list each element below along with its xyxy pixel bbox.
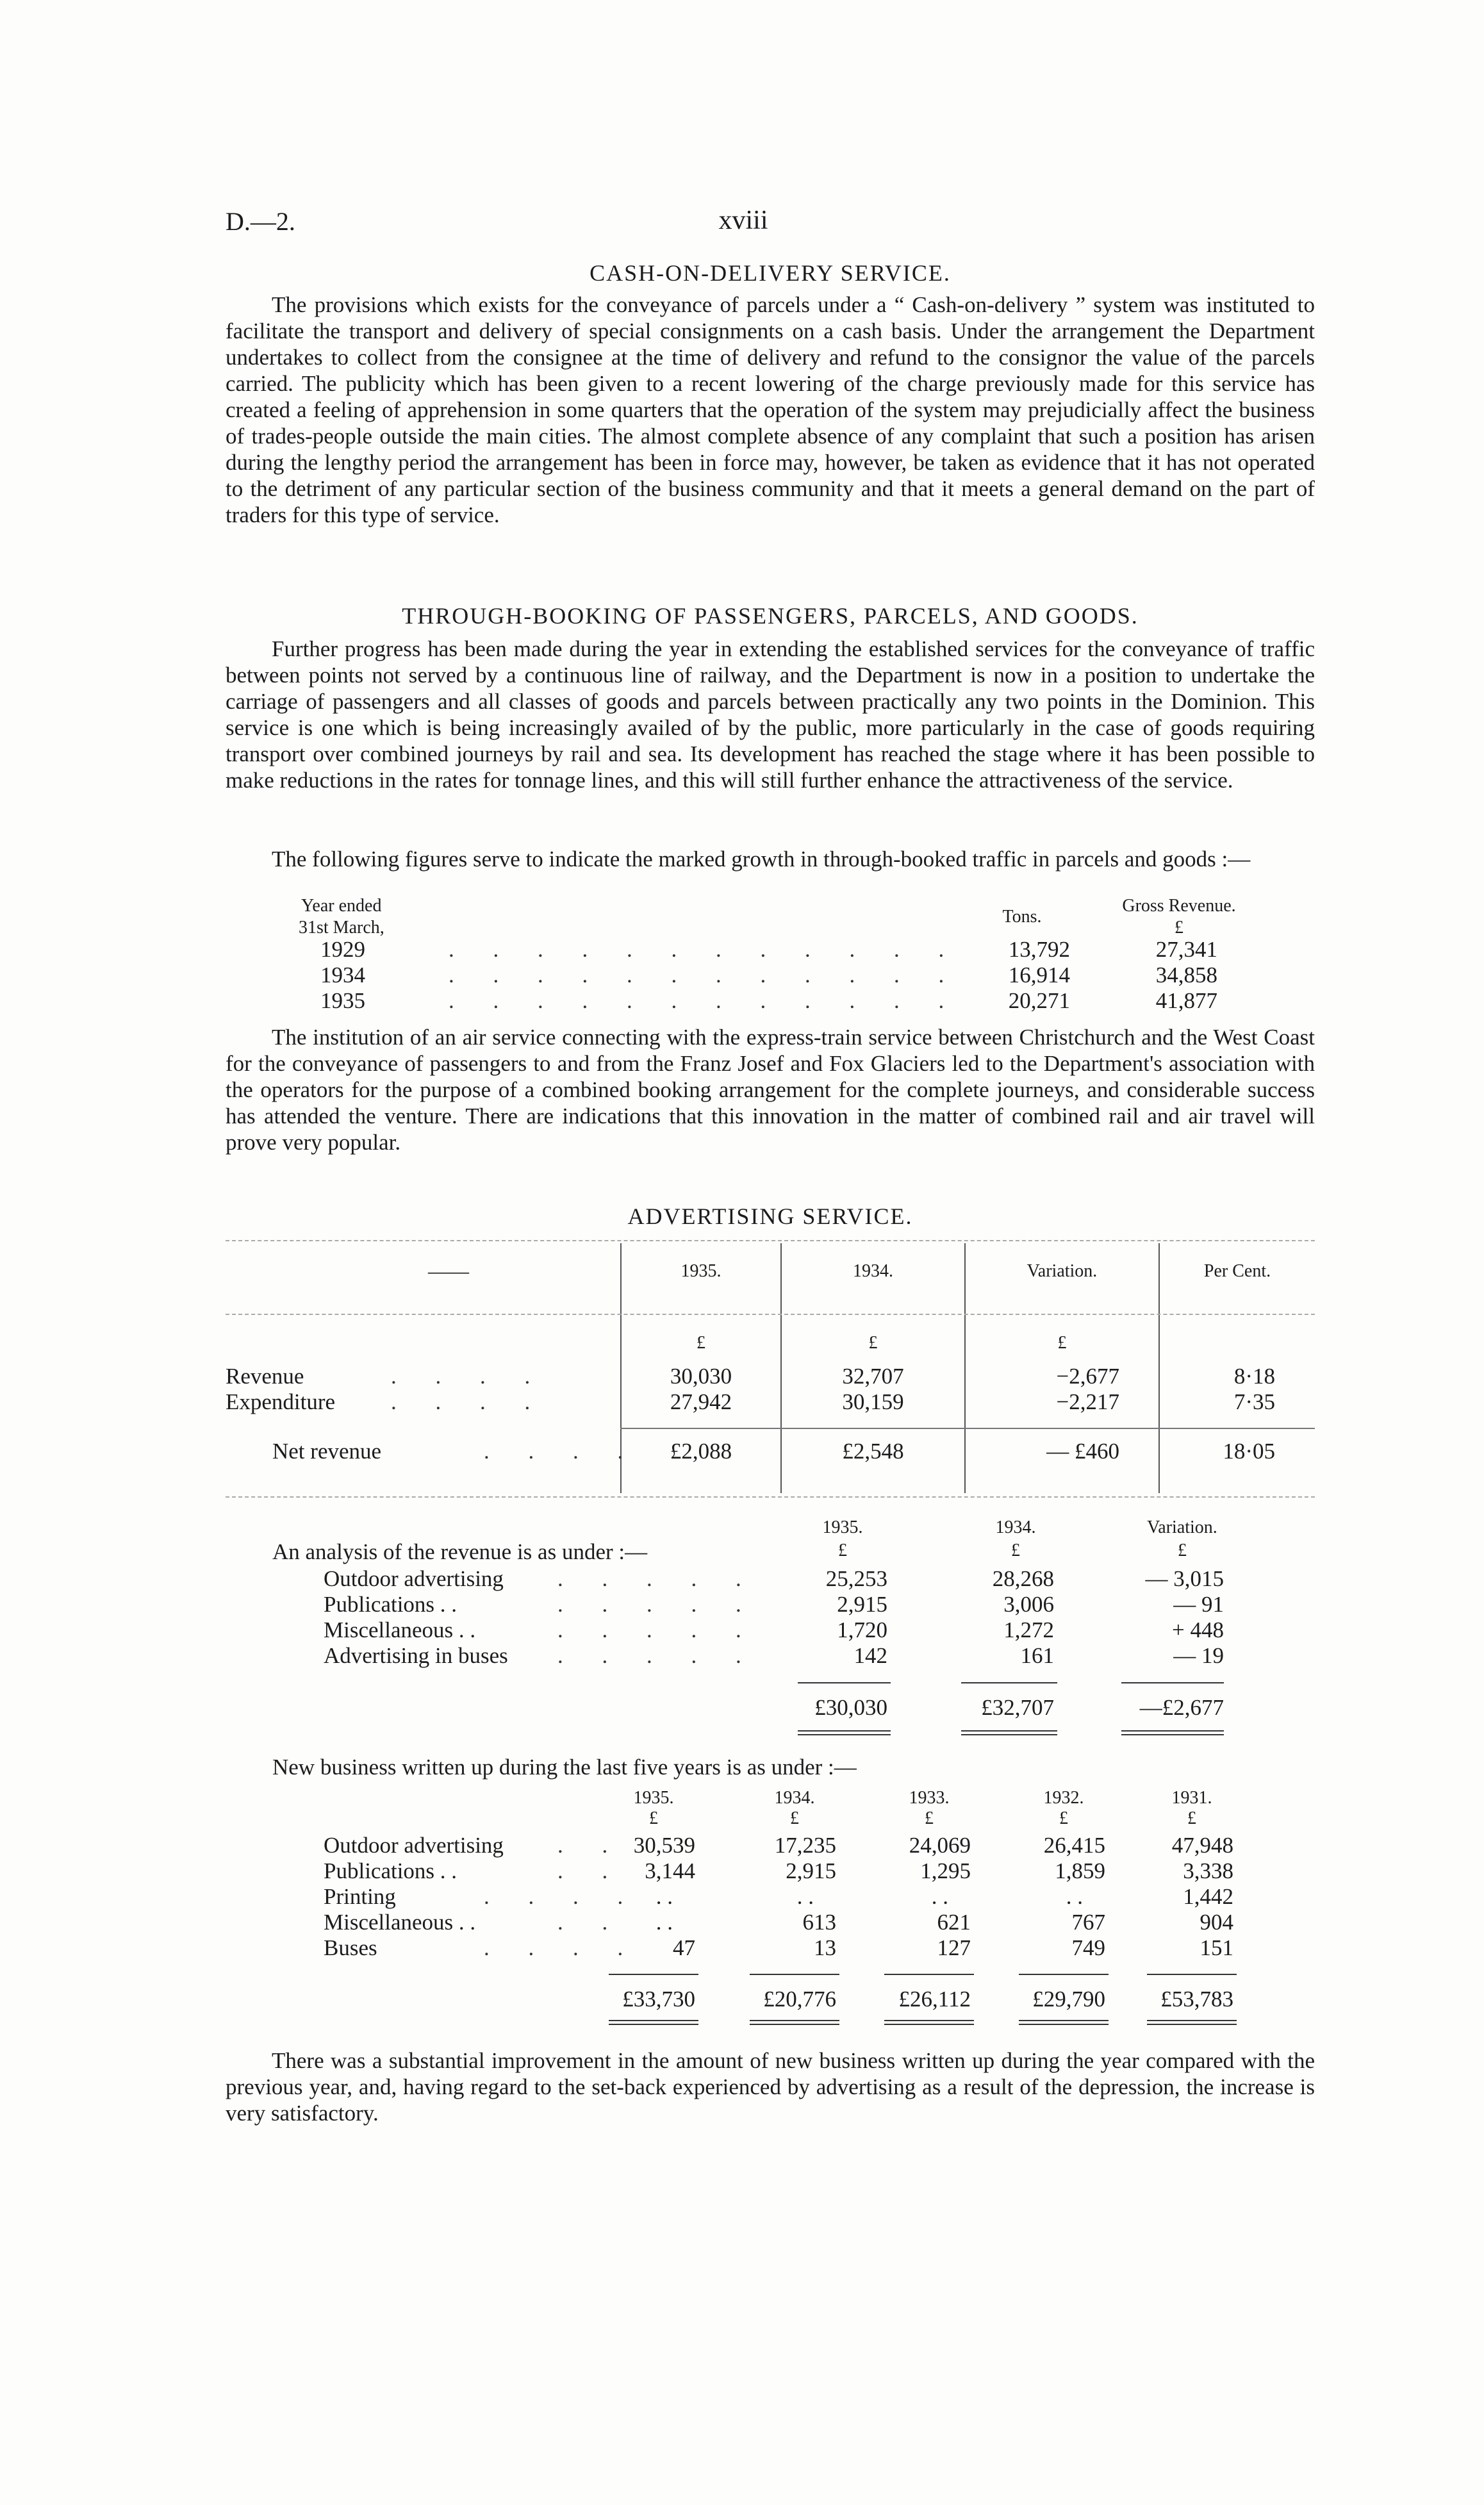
net-variation: — £460 (1046, 1439, 1119, 1464)
net-rule (620, 1428, 1315, 1429)
through-booking-heading: THROUGH-BOOKING OF PASSENGERS, PARCELS, AND GOODS. (402, 603, 1139, 629)
nb-header-1932: 1932. (1043, 1788, 1084, 1808)
header-rule (226, 1314, 1315, 1315)
analysis-unit-1934: £ (1011, 1541, 1020, 1560)
row-revenue: 34,858 (1155, 963, 1217, 988)
air-service-paragraph: The institution of an air service connecting with the express-train service between Christchurch and the West Coast for the conveyance of passengers to and from the Franz Josef and Fox Glaciers led to the Department's association with the operators for the purpose of a combined booking arrangement for the complete journeys, and considerable success has attended the venture. There are indications that this innovation in the matter of combined rail and air travel will prove very popular. (226, 1025, 1315, 1155)
closing-paragraph: There was a substantial improvement in the amount of new business written up during the year compared with the previous year, and, having regard to the set-back experienced by advertising as a result of the depression, the increase is very satisfactory. (226, 2048, 1315, 2126)
nb-value-1935: 47 (673, 1935, 695, 1960)
table-top-rule (226, 1240, 1315, 1241)
analysis-intro: An analysis of the revenue is as under :— (272, 1539, 648, 1564)
total-1934: £32,707 (981, 1695, 1054, 1720)
row-1934: 32,707 (842, 1364, 904, 1389)
row-label: Miscellaneous . . (324, 1617, 476, 1642)
nb-unit: £ (1187, 1808, 1196, 1828)
row-year: 1935 (320, 988, 365, 1013)
nb-value-1931: 3,338 (1183, 1858, 1233, 1883)
header-per-cent: Per Cent. (1203, 1261, 1271, 1281)
cod-paragraph: The provisions which exists for the conveyance of parcels under a “ Cash-on-delivery ” system was instituted to facilitate the transport and delivery of special consignments on a cash basis. Under the arrangement the Department undertakes to collect from the consignee at the time of delivery and refund to the consignor the value of the parcels carried. The publicity which has been given to a recent lowering of the charge previously made for this service has created a feeling of apprehension in some quarters that the operation of the system may prejudicially affect the business of trades-people outside the main cities. The almost complete absence of any complaint that such a position has arisen during the lengthy period the arrangement has been in force may, however, be taken as evidence that it has not operated to the detriment of any particular section of the business community and that it meets a general demand on the part of traders for this type of service. (226, 292, 1315, 527)
net-1935: £2,088 (670, 1439, 732, 1464)
row-tons: 16,914 (1008, 963, 1070, 988)
analysis-unit-variation: £ (1178, 1541, 1187, 1560)
advertising-heading: ADVERTISING SERVICE. (627, 1203, 913, 1229)
leader-dots: . . . . (484, 1439, 640, 1464)
row-year: 1934 (320, 963, 365, 988)
row-revenue: 41,877 (1155, 988, 1217, 1013)
total-variation: —£2,677 (1139, 1695, 1224, 1720)
leader-dots: . . (557, 1858, 625, 1883)
row-1934: 3,006 (1003, 1592, 1054, 1617)
total-double-rule (750, 2020, 839, 2025)
unit-1934: £ (868, 1333, 878, 1353)
nb-value-1935: 3,144 (645, 1858, 695, 1883)
col-gross-revenue: Gross Revenue. (1122, 896, 1236, 916)
nb-unit: £ (790, 1808, 799, 1828)
cod-heading: CASH-ON-DELIVERY SERVICE. (589, 260, 951, 286)
subtotal-rule (750, 1974, 839, 1975)
nb-unit: £ (1059, 1808, 1068, 1828)
row-variation: −2,677 (1056, 1364, 1119, 1389)
nb-value-1933: 127 (937, 1935, 971, 1960)
nb-value-1932: 1,859 (1055, 1858, 1105, 1883)
nb-value-1932: 767 (1071, 1910, 1105, 1935)
row-variation: — 3,015 (1145, 1566, 1224, 1591)
total-double-rule (884, 2020, 974, 2025)
net-label: Net revenue (272, 1439, 382, 1464)
revenue-unit: £ (1175, 918, 1183, 938)
new-business-intro: New business written up during the last five years is as under :— (272, 1755, 857, 1780)
unit-variation: £ (1057, 1333, 1067, 1353)
nb-value-1934: . . (796, 1884, 814, 1909)
row-variation: −2,217 (1056, 1389, 1119, 1414)
subtotal-rule (798, 1682, 891, 1683)
col-year-ended: Year ended (301, 896, 382, 916)
header-1935: 1935. (680, 1261, 721, 1281)
row-label: Revenue (226, 1364, 304, 1389)
row-percent: 7·35 (1233, 1389, 1275, 1414)
row-label: Buses (324, 1935, 377, 1960)
net-1934: £2,548 (842, 1439, 904, 1464)
row-1935: 1,720 (837, 1617, 887, 1642)
row-label: Advertising in buses (324, 1643, 508, 1668)
subtotal-rule (1147, 1974, 1237, 1975)
nb-value-1934: 17,235 (774, 1833, 836, 1858)
col-tons: Tons. (1002, 907, 1042, 927)
row-variation: — 19 (1173, 1643, 1224, 1668)
nb-value-1931: 904 (1200, 1910, 1233, 1935)
nb-value-1933: 621 (937, 1910, 971, 1935)
row-label: Outdoor advertising (324, 1833, 504, 1858)
analysis-unit-1935: £ (838, 1541, 847, 1560)
leader-dots: . . . . (484, 1884, 640, 1909)
leader-dots: . . (557, 1910, 625, 1935)
row-tons: 20,271 (1008, 988, 1070, 1013)
subtotal-rule (961, 1682, 1057, 1683)
nb-value-1934: 613 (802, 1910, 836, 1935)
total-double-rule (1121, 1730, 1224, 1735)
leader-dots: . . . . . (557, 1617, 758, 1642)
row-variation: — 91 (1173, 1592, 1224, 1617)
nb-value-1933: 1,295 (920, 1858, 971, 1883)
nb-unit: £ (649, 1808, 658, 1828)
subtotal-rule (609, 1974, 698, 1975)
header-dash: —— (428, 1259, 469, 1282)
nb-value-1932: . . (1066, 1884, 1083, 1909)
through-booking-intro: The following figures serve to indicate the marked growth in through-booked traffic in parcels and goods :— (272, 847, 1251, 872)
through-booking-paragraph: Further progress has been made during the year in extending the established services for the conveyance of traffic between points not served by a continuous line of railway, and the Department is now in a position to undertake the carriage of passengers and all classes of goods and parcels between practically any two points in the Dominion. This service is one which is being increasingly availed of by the public, more particularly in the case of goods requiring transport over combined journeys by rail and sea. Its development has reached the stage where it has been possible to make reductions in the rates for tonnage lines, and this will still further enhance the attractiveness of the service. (226, 636, 1315, 793)
nb-value-1933: . . (931, 1884, 948, 1909)
header-variation: Variation. (1026, 1261, 1098, 1281)
total-double-rule (961, 1730, 1057, 1735)
row-1935: 25,253 (825, 1566, 887, 1591)
nb-value-1933: 24,069 (909, 1833, 971, 1858)
header-1934: 1934. (853, 1261, 893, 1281)
row-1935: 2,915 (837, 1592, 887, 1617)
nb-unit: £ (925, 1808, 934, 1828)
leader-dots: . . . . . (557, 1592, 758, 1617)
row-label: Miscellaneous . . (324, 1910, 476, 1935)
leader-dots: . . (557, 1833, 625, 1858)
row-1934: 28,268 (992, 1566, 1054, 1591)
subtotal-rule (884, 1974, 974, 1975)
total-double-rule (609, 2020, 698, 2025)
row-1934: 161 (1020, 1643, 1054, 1668)
leader-dots: . . . . (391, 1364, 547, 1389)
nb-value-1931: 1,442 (1183, 1884, 1233, 1909)
row-label: Publications . . (324, 1592, 458, 1617)
nb-value-1931: 47,948 (1171, 1833, 1233, 1858)
nb-header-1935: 1935. (633, 1788, 674, 1808)
row-tons: 13,792 (1008, 937, 1070, 962)
nb-total-1933: £26,112 (898, 1987, 971, 2012)
leader-dots: . . . . . . . . . . . . (449, 937, 961, 962)
nb-value-1934: 2,915 (786, 1858, 836, 1883)
row-label: Printing (324, 1884, 396, 1909)
row-label: Expenditure (226, 1389, 336, 1414)
nb-value-1934: 13 (814, 1935, 836, 1960)
nb-value-1935: . . (655, 1884, 673, 1909)
page-number: xviii (718, 206, 768, 235)
nb-value-1932: 749 (1071, 1935, 1105, 1960)
leader-dots: . . . . . (557, 1566, 758, 1591)
net-percent: 18·05 (1223, 1439, 1275, 1464)
col-31st-march: 31st March, (299, 918, 384, 938)
nb-total-1932: £29,790 (1032, 1987, 1105, 2012)
total-double-rule (798, 1730, 891, 1735)
nb-header-1933: 1933. (909, 1788, 950, 1808)
row-label: Publications . . (324, 1858, 458, 1883)
total-1935: £30,030 (814, 1695, 887, 1720)
total-double-rule (1019, 2020, 1109, 2025)
nb-value-1935: 30,539 (633, 1833, 695, 1858)
analysis-header-variation: Variation. (1147, 1517, 1217, 1537)
table-bottom-rule (226, 1496, 1315, 1498)
row-label: Outdoor advertising (324, 1566, 504, 1591)
analysis-header-1934: 1934. (995, 1517, 1036, 1537)
row-1935: 142 (853, 1643, 887, 1668)
subtotal-rule (1121, 1682, 1224, 1683)
total-double-rule (1147, 2020, 1237, 2025)
nb-value-1931: 151 (1200, 1935, 1233, 1960)
leader-dots: . . . . (484, 1935, 640, 1960)
row-1935: 27,942 (670, 1389, 732, 1414)
nb-total-1934: £20,776 (763, 1987, 836, 2012)
leader-dots: . . . . . . . . . . . . (449, 988, 961, 1013)
nb-header-1931: 1931. (1171, 1788, 1212, 1808)
nb-value-1935: . . (655, 1910, 673, 1935)
document-reference: D.—2. (226, 207, 295, 236)
row-1934: 30,159 (842, 1389, 904, 1414)
leader-dots: . . . . . (557, 1643, 758, 1668)
row-year: 1929 (320, 937, 365, 962)
leader-dots: . . . . (391, 1389, 547, 1414)
leader-dots: . . . . . . . . . . . . (449, 963, 961, 988)
row-percent: 8·18 (1233, 1364, 1275, 1389)
row-1934: 1,272 (1003, 1617, 1054, 1642)
nb-header-1934: 1934. (774, 1788, 815, 1808)
row-1935: 30,030 (670, 1364, 732, 1389)
nb-total-1931: £53,783 (1160, 1987, 1233, 2012)
nb-total-1935: £33,730 (622, 1987, 695, 2012)
unit-1935: £ (697, 1333, 705, 1353)
row-variation: + 448 (1172, 1617, 1224, 1642)
subtotal-rule (1019, 1974, 1109, 1975)
analysis-header-1935: 1935. (822, 1517, 863, 1537)
row-revenue: 27,341 (1155, 937, 1217, 962)
nb-value-1932: 26,415 (1043, 1833, 1105, 1858)
